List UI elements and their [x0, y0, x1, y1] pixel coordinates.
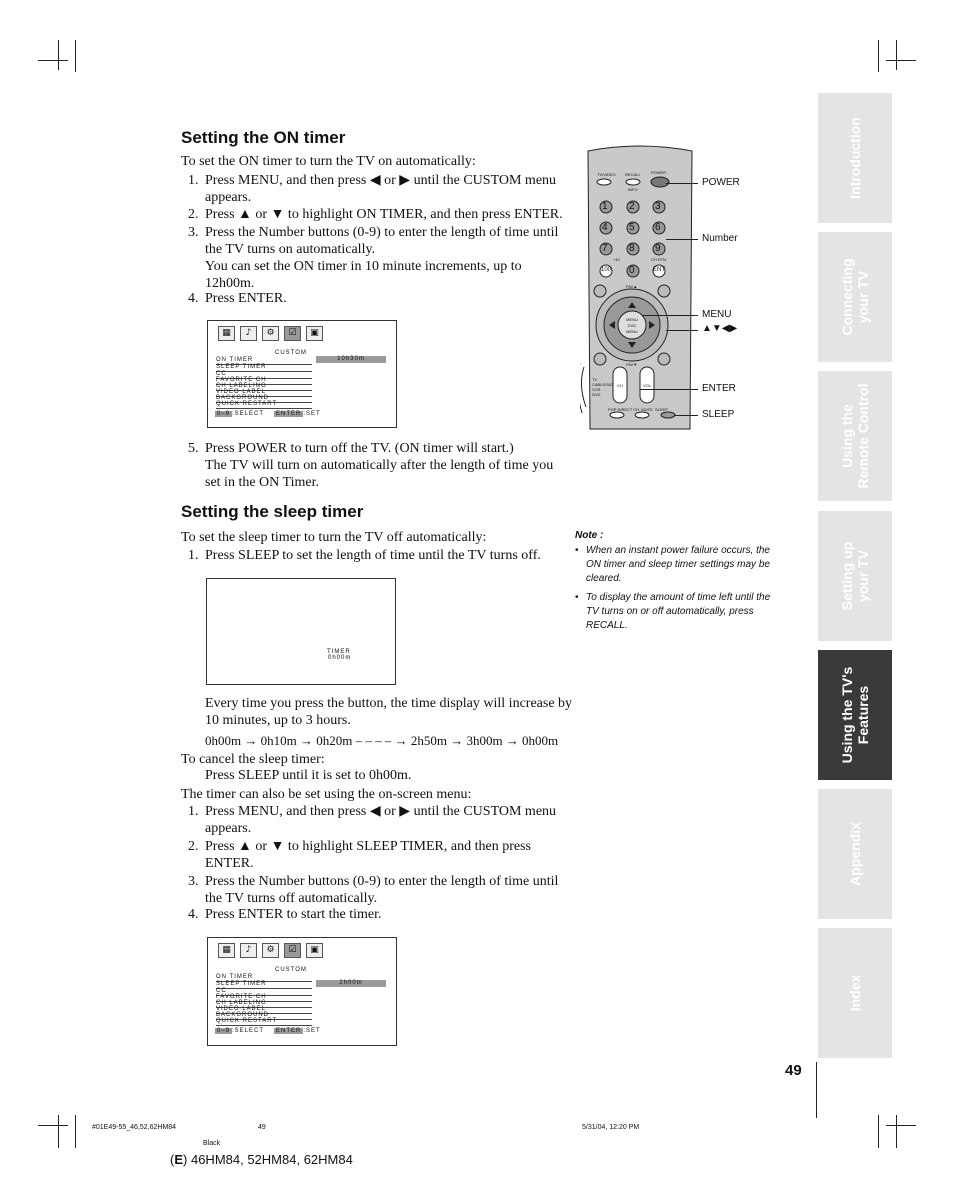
- footer-text: :SET: [303, 411, 321, 417]
- tab-label: [847, 117, 863, 199]
- sleep-intro: To set the sleep timer to turn the TV off automatically:: [181, 530, 487, 545]
- footer-date: 5/31/04, 12:20 PM: [582, 1124, 640, 1131]
- step-line: appears.: [205, 821, 252, 836]
- mode-label: VCR: [592, 387, 601, 392]
- osd-item-video-label: VIDEO LABEL: [216, 389, 312, 397]
- tab-label: [839, 667, 871, 764]
- step-number: 1.: [188, 173, 199, 188]
- tab-label: [839, 259, 871, 336]
- osd-custom-menu-sleep: [207, 937, 397, 1046]
- remote-menu-center-label[interactable]: MENU DVD MENU: [626, 317, 638, 334]
- label-enter: ENTER: [702, 383, 736, 394]
- note-line: TV turns on or off automatically, press: [586, 606, 754, 617]
- footer-models: (E) 46HM84, 52HM84, 62HM84: [170, 1152, 353, 1167]
- tab-line: Introduction: [847, 117, 863, 199]
- step-line: appears.: [205, 190, 252, 205]
- osd-footer-set: [274, 411, 321, 417]
- osd-footer-select: [215, 411, 264, 417]
- tab-introduction[interactable]: [818, 93, 892, 223]
- step-line: The TV will turn on automatically after the length of time you: [205, 458, 554, 473]
- heading-sleep-timer: Setting the sleep timer: [181, 502, 364, 521]
- setup-icon: ⚙: [262, 943, 279, 958]
- remote-key-8[interactable]: 8: [629, 243, 635, 254]
- remote-info-label: INFO: [628, 187, 638, 192]
- remote-key-4[interactable]: 4: [602, 222, 608, 233]
- sleep-screen-label: TIMER: [327, 649, 351, 655]
- tab-line: Remote Control: [855, 383, 871, 489]
- custom-icon: ☑: [284, 326, 301, 341]
- model-prefix: E: [174, 1152, 184, 1167]
- footer-file: #01E49-55_46,52,62HM84: [92, 1124, 177, 1131]
- on-step-3: [205, 224, 558, 292]
- tab-line: Setting up: [839, 541, 855, 611]
- label-number: Number: [702, 233, 738, 244]
- note-title: Note :: [575, 530, 604, 541]
- tab-using-the-remote-control[interactable]: [818, 371, 892, 501]
- remote-key-2[interactable]: 2: [629, 201, 635, 212]
- osd-item-video-label: VIDEO LABEL: [216, 1006, 312, 1014]
- remote-key-5[interactable]: 5: [629, 222, 635, 233]
- model-list: 46HM84, 52HM84, 62HM84: [190, 1152, 353, 1167]
- remote-illustration: [580, 145, 700, 435]
- audio-icon: ♪: [240, 326, 257, 341]
- also-text: The timer can also be set using the on-screen menu:: [181, 787, 472, 802]
- remote-key-3[interactable]: 3: [655, 201, 661, 212]
- step-line: ENTER.: [205, 856, 254, 871]
- text-line: 10 minutes, up to 3 hours.: [205, 713, 351, 728]
- osd-item-cc: CC: [216, 371, 312, 379]
- cancel-text: Press SLEEP until it is set to 0h00m.: [205, 768, 412, 783]
- osd-item-cc: CC: [216, 988, 312, 996]
- remote-plus10-label: +10: [613, 257, 620, 262]
- picture-icon: ▦: [218, 943, 235, 958]
- tab-line: Features: [855, 685, 871, 745]
- remote-key-7[interactable]: 7: [602, 243, 608, 254]
- label-power: POWER: [702, 177, 740, 188]
- footer-color: Black: [203, 1140, 221, 1147]
- step-number: 1.: [188, 804, 199, 819]
- key-label: 0–9: [217, 411, 231, 417]
- step-line: set in the ON Timer.: [205, 475, 319, 490]
- osd-icon-bar: [218, 943, 323, 959]
- label-sleep: SLEEP: [702, 409, 735, 420]
- step-number: 1.: [188, 548, 199, 563]
- tab-label: [847, 822, 863, 886]
- key-label: ENTER: [276, 1028, 302, 1034]
- osd-item-favorite-ch: FAVORITE CH: [216, 994, 312, 1002]
- label-menu: MENU: [702, 309, 732, 320]
- remote-key-ent[interactable]: ENT: [653, 267, 665, 273]
- note-item-2: [586, 591, 770, 633]
- remote-key-0[interactable]: 0: [629, 265, 635, 276]
- osd-footer-select: [215, 1028, 264, 1034]
- step-line: Press POWER to turn off the TV. (ON timer will start.): [205, 441, 514, 456]
- picture-icon: ▦: [218, 326, 235, 341]
- remote-vol-label: VOL: [643, 383, 652, 388]
- on-step-4: Press ENTER.: [205, 291, 287, 306]
- step-number: 4.: [188, 907, 199, 922]
- tab-label: [847, 975, 863, 1012]
- tab-line: Using the TV's: [839, 666, 855, 764]
- on-step-1: [205, 172, 556, 206]
- locks-icon: ▣: [306, 326, 323, 341]
- step-number: 4.: [188, 291, 199, 306]
- sleep-menu-step-3: [205, 873, 558, 907]
- remote-recall-label: RECALL: [625, 172, 641, 177]
- tab-index[interactable]: [818, 928, 892, 1058]
- sleep-menu-step-1: [205, 803, 556, 837]
- tab-appendix[interactable]: [818, 789, 892, 919]
- osd-item-on-timer: ON TIMER: [216, 357, 312, 365]
- tab-line: Using the: [839, 404, 855, 468]
- remote-key-9[interactable]: 9: [655, 243, 661, 254]
- step-line: the TV turns off automatically.: [205, 891, 378, 906]
- tab-line: your TV: [855, 549, 871, 603]
- on-step-2: Press ▲ or ▼ to highlight ON TIMER, and then press ENTER.: [205, 207, 563, 222]
- note-bullet: •: [575, 592, 579, 603]
- tab-line: Connecting: [839, 258, 855, 336]
- remote-fav-up-label: FAV▲: [626, 284, 638, 289]
- note-bullet: •: [575, 545, 579, 556]
- note-line: When an instant power failure occurs, the: [586, 545, 770, 556]
- sleep-menu-step-4: Press ENTER to start the timer.: [205, 907, 382, 922]
- cancel-title: To cancel the sleep timer:: [181, 752, 325, 767]
- key-label: ENTER: [276, 411, 302, 417]
- footer-text: :SELECT: [232, 411, 265, 417]
- footer-page: 49: [258, 1124, 266, 1131]
- on-timer-intro: To set the ON timer to turn the TV on automatically:: [181, 154, 476, 169]
- remote-power-label: POWER: [651, 170, 667, 175]
- sleep-step-1: Press SLEEP to set the length of time until the TV turns off.: [205, 548, 541, 563]
- remote-key-100[interactable]: 100: [601, 267, 612, 273]
- sleep-screen-value: 0h00m: [328, 655, 352, 661]
- remote-key-6[interactable]: 6: [655, 222, 661, 233]
- sleep-sequence: 0h00m → 0h10m → 0h20m – – – – → 2h50m → 3h00m → 0h00m: [205, 733, 559, 748]
- tab-label: [839, 542, 871, 610]
- tab-line: your TV: [855, 270, 871, 324]
- footer-text: :SELECT: [232, 1028, 265, 1034]
- text-line: Every time you press the button, the time display will increase by: [205, 696, 573, 711]
- step-number: 3.: [188, 874, 199, 889]
- tab-setting-up-your-tv[interactable]: [818, 511, 892, 641]
- sleep-every: [205, 695, 572, 729]
- osd-item-background: BACKGROUND: [216, 395, 312, 403]
- locks-icon: ▣: [306, 943, 323, 958]
- osd-title: CUSTOM: [275, 350, 307, 356]
- remote-bottom-labels: POP DIRECT CH MUTE SLEEP: [608, 407, 668, 412]
- tab-line: Index: [847, 974, 863, 1012]
- setup-icon: ⚙: [262, 326, 279, 341]
- step-line: 12h00m.: [205, 276, 255, 291]
- step-number: 3.: [188, 225, 199, 240]
- footer-text: :SET: [303, 1028, 321, 1034]
- custom-icon: ☑: [284, 943, 301, 958]
- step-line: Press MENU, and then press ◀ or ▶ until the CUSTOM menu: [205, 173, 557, 188]
- tab-using-the-tvs-features[interactable]: [818, 650, 892, 780]
- osd-value: 10h30m: [316, 356, 386, 363]
- note-line: To display the amount of time left until the: [586, 592, 771, 603]
- step-line: Press ▲ or ▼ to highlight SLEEP TIMER, and then press: [205, 839, 531, 854]
- audio-icon: ♪: [240, 943, 257, 958]
- osd-item-quick-restart: QUICK RESTART: [216, 401, 312, 409]
- osd-item-ch-labeling: CH LABELING: [216, 383, 312, 391]
- osd-item-sleep-timer: SLEEP TIMER: [216, 364, 312, 372]
- remote-tv-video-label: TV/VIDEO: [597, 172, 616, 177]
- step-line: the TV turns on automatically.: [205, 242, 376, 257]
- label-arrows: ▲▼◀▶: [702, 323, 738, 334]
- osd-item-ch-labeling: CH LABELING: [216, 1000, 312, 1008]
- step-line: Press the Number buttons (0-9) to enter the length of time until: [205, 225, 559, 240]
- osd-item-on-timer: ON TIMER: [216, 974, 312, 982]
- osd-custom-menu-on: [207, 320, 397, 428]
- note-line: cleared.: [586, 573, 622, 584]
- on-step-5: [205, 440, 553, 491]
- step-line: Press the Number buttons (0-9) to enter the length of time until: [205, 874, 559, 889]
- mode-label: CABLE/SAT: [592, 382, 614, 387]
- page-number: 49: [785, 1062, 802, 1079]
- remote-mode-labels: [592, 377, 614, 397]
- osd-item-quick-restart: QUICK RESTART: [216, 1018, 312, 1026]
- tab-line: Appendix: [847, 822, 863, 886]
- step-number: 2.: [188, 839, 199, 854]
- tab-label: [839, 384, 871, 489]
- remote-chrtn-label: CH RTN: [651, 257, 667, 262]
- step-number: 2.: [188, 207, 199, 222]
- step-number: 5.: [188, 441, 199, 456]
- remote-fav-down-label: FAV▼: [626, 362, 638, 367]
- step-line: Press MENU, and then press ◀ or ▶ until the CUSTOM menu: [205, 804, 557, 819]
- note-line: RECALL.: [586, 620, 628, 631]
- mode-label: DVD: [592, 392, 601, 397]
- osd-item-sleep-timer: SLEEP TIMER: [216, 981, 312, 989]
- sleep-menu-step-2: [205, 838, 531, 872]
- osd-icon-bar: [218, 326, 323, 342]
- note-line: ON timer and sleep timer settings may be: [586, 559, 770, 570]
- tab-connecting-your-tv[interactable]: [818, 232, 892, 362]
- remote-key-1[interactable]: 1: [602, 201, 608, 212]
- osd-footer-set: [274, 1028, 321, 1034]
- mode-label: TV: [592, 377, 598, 382]
- heading-on-timer: Setting the ON timer: [181, 128, 346, 147]
- remote-ch-label: CH: [617, 383, 623, 388]
- osd-title: CUSTOM: [275, 967, 307, 973]
- osd-value: 2h00m: [316, 980, 386, 987]
- osd-item-background: BACKGROUND: [216, 1012, 312, 1020]
- sleep-timer-screen: [206, 578, 396, 685]
- step-line: You can set the ON timer in 10 minute increments, up to: [205, 259, 522, 274]
- note-item-1: [586, 544, 770, 586]
- key-label: 0–9: [217, 1028, 231, 1034]
- osd-item-favorite-ch: FAVORITE CH: [216, 377, 312, 385]
